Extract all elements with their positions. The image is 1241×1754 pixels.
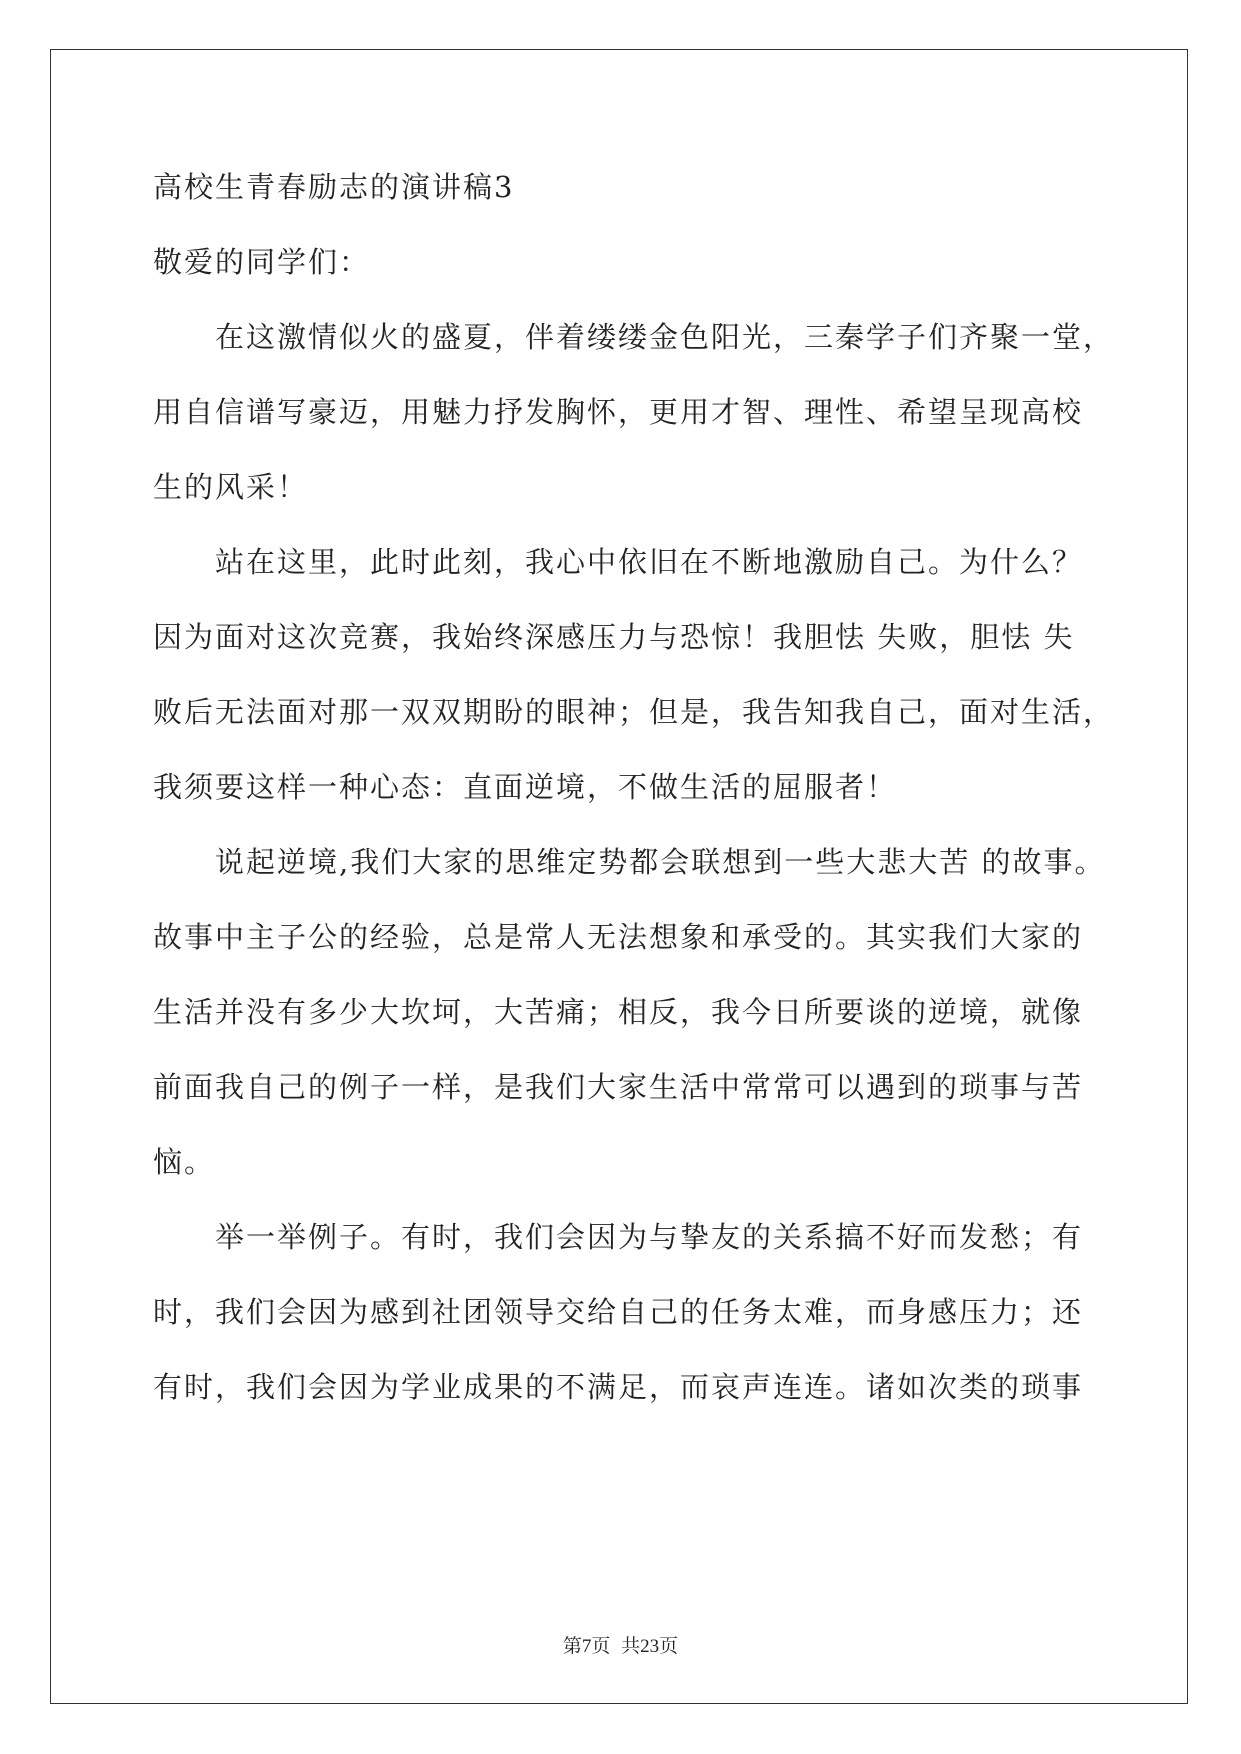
paragraph-line: 前面我自己的例子一样，是我们大家生活中常常可以遇到的琐事与苦 xyxy=(153,1070,1084,1104)
salutation: 敬爱的同学们： xyxy=(153,245,371,279)
paragraph-line: 因为面对这次竞赛，我始终深感压力与恐惊！我胆怯 失败，胆怯 失 xyxy=(153,620,1075,654)
paragraph-line: 恼。 xyxy=(153,1145,216,1179)
page-footer xyxy=(0,1631,1241,1658)
paragraph-line: 时，我们会因为感到社团领导交给自己的任务太难，而身感压力；还 xyxy=(153,1295,1084,1329)
paragraph-line: 故事中主子公的经验，总是常人无法想象和承受的。其实我们大家的 xyxy=(153,920,1084,954)
paragraph-line: 举一举例子。有时，我们会因为与挚友的关系搞不好而发愁；有 xyxy=(215,1220,1084,1254)
paragraph-line: 有时，我们会因为学业成果的不满足，而哀声连连。诸如次类的琐事 xyxy=(153,1370,1084,1404)
page-number: 第7页 xyxy=(562,1636,611,1657)
document-title: 高校生青春励志的演讲稿3 xyxy=(153,170,515,204)
paragraph-line: 用自信谱写豪迈，用魅力抒发胸怀，更用才智、理性、希望呈现高校 xyxy=(153,395,1084,429)
page-total: 共23页 xyxy=(621,1636,679,1657)
paragraph-line: 我须要这样一种心态：直面逆境，不做生活的屈服者！ xyxy=(153,770,898,804)
paragraph-line: 说起逆境,我们大家的思维定势都会联想到一些大悲大苦 的故事。 xyxy=(215,845,1106,879)
paragraph-line: 生的风采！ xyxy=(153,470,309,504)
paragraph-line: 在这激情似火的盛夏，伴着缕缕金色阳光，三秦学子们齐聚一堂， xyxy=(215,320,1115,354)
paragraph-line: 败后无法面对那一双双期盼的眼神；但是，我告知我自己，面对生活， xyxy=(153,695,1115,729)
paragraph-line: 生活并没有多少大坎坷，大苦痛；相反，我今日所要谈的逆境，就像 xyxy=(153,995,1084,1029)
paragraph-line: 站在这里，此时此刻，我心中依旧在不断地激励自己。为什么？ xyxy=(215,545,1084,579)
